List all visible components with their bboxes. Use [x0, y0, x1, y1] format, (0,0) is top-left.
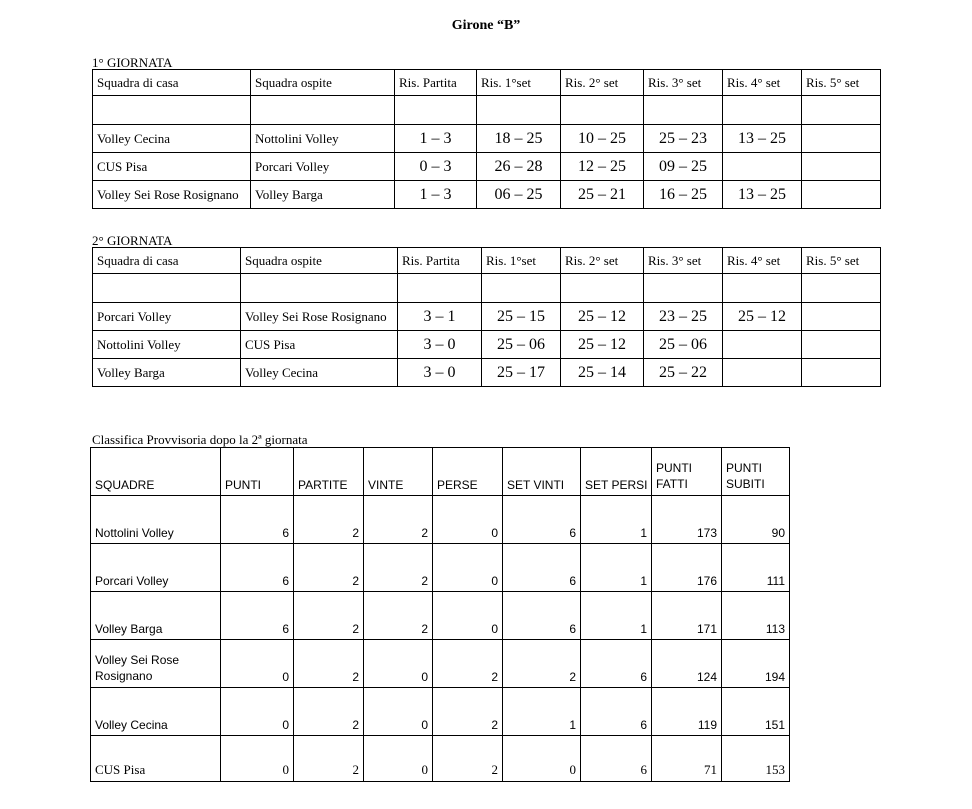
set-result: 13 – 25: [723, 181, 802, 209]
set-result: [802, 331, 881, 359]
team-name: Porcari Volley: [91, 544, 221, 592]
match-result: 1 – 3: [395, 181, 477, 209]
set-result: [802, 181, 881, 209]
stat-cell: 124: [652, 640, 722, 688]
set-result: [723, 153, 802, 181]
stat-cell: 6: [503, 592, 581, 640]
header-cell: Squadra di casa: [93, 248, 241, 274]
set-result: 25 – 23: [644, 125, 723, 153]
giornata1-table: [92, 69, 881, 209]
stat-cell: 0: [433, 592, 503, 640]
stat-cell: 2: [294, 736, 364, 782]
stat-cell: 2: [294, 496, 364, 544]
table-row: [91, 592, 790, 640]
stat-cell: 1: [581, 544, 652, 592]
stat-cell: 1: [581, 496, 652, 544]
stat-cell: 2: [364, 592, 433, 640]
stat-cell: 119: [652, 688, 722, 736]
header-cell: Ris. 1°set: [482, 248, 561, 274]
table-row: [91, 496, 790, 544]
set-result: [802, 359, 881, 387]
page-title: Girone “B”: [451, 18, 521, 33]
table-row: [93, 303, 881, 331]
table-row: [91, 688, 790, 736]
set-result: [723, 331, 802, 359]
home-team: Volley Cecina: [93, 125, 251, 153]
stat-cell: 111: [722, 544, 790, 592]
table-row: [91, 736, 790, 782]
team-name: Volley Barga: [91, 592, 221, 640]
set-result: 25 – 06: [644, 331, 723, 359]
header-cell: SET VINTI: [503, 448, 581, 496]
set-result: 18 – 25: [477, 125, 561, 153]
away-team: Volley Cecina: [241, 359, 398, 387]
set-result: 25 – 21: [561, 181, 644, 209]
set-result: 13 – 25: [723, 125, 802, 153]
header-cell: Squadra di casa: [93, 70, 251, 96]
header-cell: Squadra ospite: [241, 248, 398, 274]
set-result: [802, 303, 881, 331]
table-row: [91, 640, 790, 688]
set-result: 25 – 06: [482, 331, 561, 359]
header-cell: Ris. 4° set: [723, 248, 802, 274]
table-row: [93, 181, 881, 209]
giornata2-label: 2° GIORNATA: [92, 233, 173, 248]
header-cell: Squadra ospite: [251, 70, 395, 96]
team-name: Nottolini Volley: [91, 496, 221, 544]
home-team: Volley Barga: [93, 359, 241, 387]
table-row: [93, 331, 881, 359]
set-result: 12 – 25: [561, 153, 644, 181]
stat-cell: 0: [433, 544, 503, 592]
stat-cell: 6: [581, 640, 652, 688]
stat-cell: 0: [364, 736, 433, 782]
giornata1-label: 1° GIORNATA: [92, 55, 173, 70]
header-cell: Ris. 2° set: [561, 70, 644, 96]
header-cell: Ris. 4° set: [723, 70, 802, 96]
set-result: 25 – 14: [561, 359, 644, 387]
away-team: Porcari Volley: [251, 153, 395, 181]
away-team: Nottolini Volley: [251, 125, 395, 153]
stat-cell: 194: [722, 640, 790, 688]
set-result: 25 – 12: [561, 331, 644, 359]
table-row: [91, 544, 790, 592]
stat-cell: 0: [364, 640, 433, 688]
blank-row: [93, 274, 881, 303]
set-result: 25 – 17: [482, 359, 561, 387]
header-cell: Ris. 5° set: [802, 70, 881, 96]
table-header-row: [93, 248, 881, 274]
team-name: CUS Pisa: [91, 736, 221, 782]
set-result: 23 – 25: [644, 303, 723, 331]
stat-cell: 0: [221, 736, 294, 782]
stat-cell: 6: [221, 544, 294, 592]
stat-cell: 2: [294, 544, 364, 592]
classifica-table: [90, 447, 790, 782]
stat-cell: 6: [221, 592, 294, 640]
stat-cell: 6: [503, 496, 581, 544]
set-result: 25 – 12: [561, 303, 644, 331]
team-name: Volley Cecina: [91, 688, 221, 736]
header-cell: SET PERSI: [581, 448, 652, 496]
stat-cell: 2: [364, 544, 433, 592]
set-result: 16 – 25: [644, 181, 723, 209]
stat-cell: 0: [503, 736, 581, 782]
stat-cell: 2: [294, 592, 364, 640]
stat-cell: 90: [722, 496, 790, 544]
stat-cell: 2: [433, 640, 503, 688]
table-row: [93, 359, 881, 387]
stat-cell: 2: [294, 640, 364, 688]
set-result: 25 – 15: [482, 303, 561, 331]
set-result: 09 – 25: [644, 153, 723, 181]
table-header-row: [93, 70, 881, 96]
table-row: [93, 153, 881, 181]
table-header-row: [91, 448, 790, 496]
match-result: 3 – 1: [398, 303, 482, 331]
set-result: [802, 125, 881, 153]
set-result: 26 – 28: [477, 153, 561, 181]
set-result: 06 – 25: [477, 181, 561, 209]
stat-cell: 151: [722, 688, 790, 736]
stat-cell: 2: [294, 688, 364, 736]
home-team: CUS Pisa: [93, 153, 251, 181]
header-cell: PUNTI FATTI: [652, 448, 722, 496]
classifica-label: Classifica Provvisoria dopo la 2ª giornata: [92, 432, 308, 447]
stat-cell: 2: [433, 736, 503, 782]
set-result: [802, 153, 881, 181]
header-cell: SQUADRE: [91, 448, 221, 496]
stat-cell: 171: [652, 592, 722, 640]
header-cell: Ris. Partita: [398, 248, 482, 274]
table-row: [93, 125, 881, 153]
home-team: Nottolini Volley: [93, 331, 241, 359]
match-result: 3 – 0: [398, 331, 482, 359]
stat-cell: 71: [652, 736, 722, 782]
away-team: CUS Pisa: [241, 331, 398, 359]
match-result: 1 – 3: [395, 125, 477, 153]
stat-cell: 6: [503, 544, 581, 592]
stat-cell: 176: [652, 544, 722, 592]
header-cell: PARTITE: [294, 448, 364, 496]
stat-cell: 173: [652, 496, 722, 544]
giornata2-table: [92, 247, 881, 387]
stat-cell: 1: [581, 592, 652, 640]
match-result: 0 – 3: [395, 153, 477, 181]
stat-cell: 1: [503, 688, 581, 736]
home-team: Porcari Volley: [93, 303, 241, 331]
match-result: 3 – 0: [398, 359, 482, 387]
stat-cell: 0: [364, 688, 433, 736]
stat-cell: 113: [722, 592, 790, 640]
stat-cell: 6: [581, 736, 652, 782]
set-result: [723, 359, 802, 387]
home-team: Volley Sei Rose Rosignano: [93, 181, 251, 209]
header-cell: VINTE: [364, 448, 433, 496]
away-team: Volley Sei Rose Rosignano: [241, 303, 398, 331]
header-cell: Ris. Partita: [395, 70, 477, 96]
team-name: Volley Sei Rose Rosignano: [91, 640, 221, 688]
blank-row: [93, 96, 881, 125]
away-team: Volley Barga: [251, 181, 395, 209]
header-cell: PUNTI: [221, 448, 294, 496]
header-cell: Ris. 3° set: [644, 70, 723, 96]
stat-cell: 0: [221, 640, 294, 688]
header-cell: Ris. 2° set: [561, 248, 644, 274]
stat-cell: 153: [722, 736, 790, 782]
stat-cell: 0: [433, 496, 503, 544]
set-result: 10 – 25: [561, 125, 644, 153]
header-cell: Ris. 1°set: [477, 70, 561, 96]
stat-cell: 6: [581, 688, 652, 736]
header-cell: PERSE: [433, 448, 503, 496]
stat-cell: 2: [433, 688, 503, 736]
header-cell: Ris. 5° set: [802, 248, 881, 274]
stat-cell: 0: [221, 688, 294, 736]
header-cell: PUNTI SUBITI: [722, 448, 790, 496]
header-cell: Ris. 3° set: [644, 248, 723, 274]
stat-cell: 2: [503, 640, 581, 688]
set-result: 25 – 22: [644, 359, 723, 387]
set-result: 25 – 12: [723, 303, 802, 331]
stat-cell: 6: [221, 496, 294, 544]
stat-cell: 2: [364, 496, 433, 544]
